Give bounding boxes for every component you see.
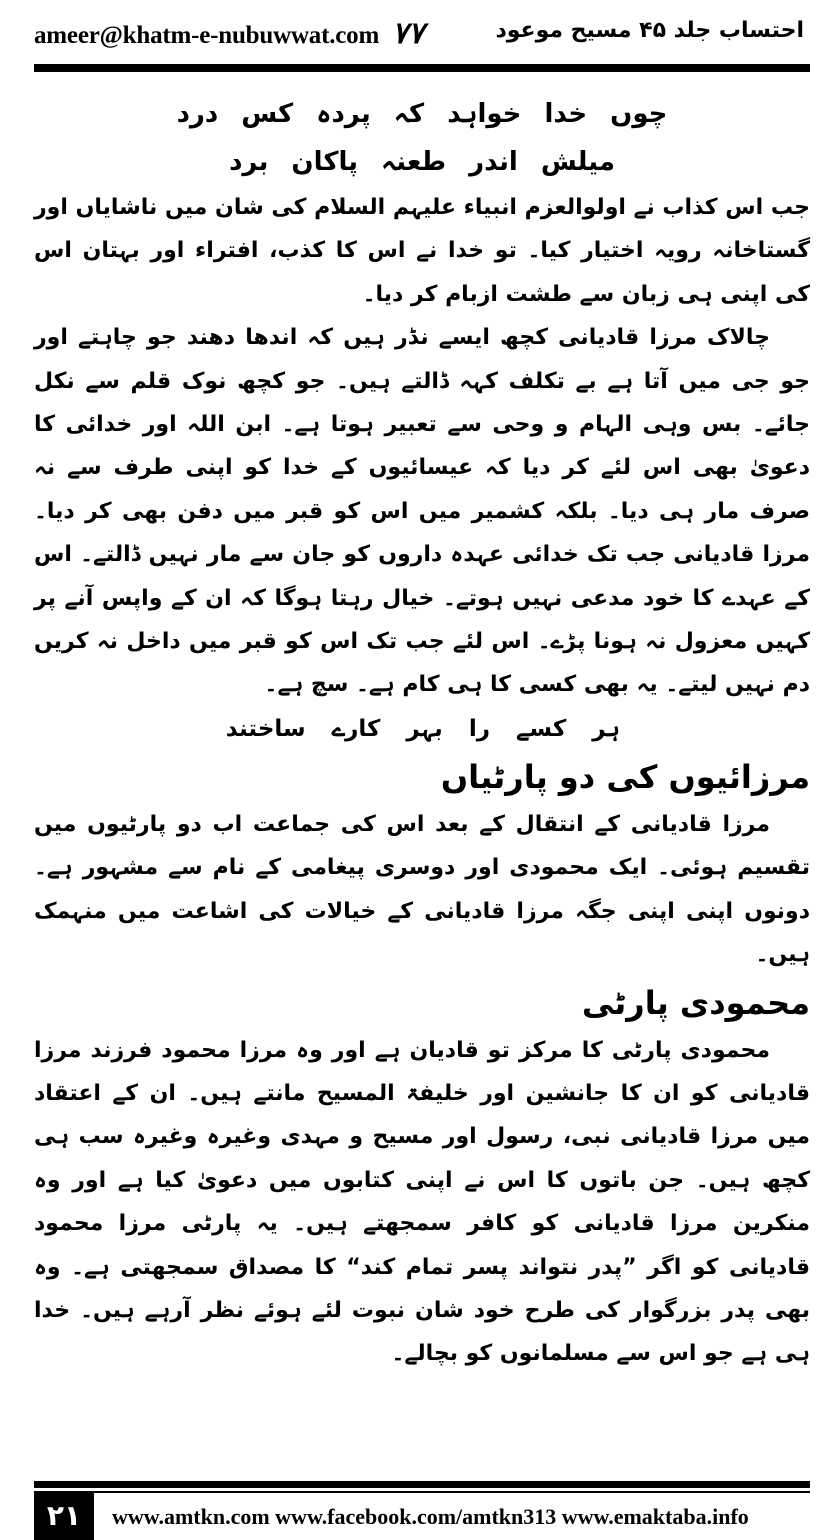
couplet [34, 90, 810, 186]
section-heading-two-parties: مرزائیوں کی دو پارٹیاں [440, 757, 810, 796]
paragraph-2: چالاک مرزا قادیانی کچھ ایسے نڈر ہیں کہ اندھا دھند جو چاہتے اور جو جی میں آتا ہے بے تکلف کہہ ڈالتے ہیں۔ جو کچھ نوک قلم سے نکل جائے۔ بس وہی الہام و وحی سے تعبیر ہوتا ہے۔ ابن اللہ اور خدائی کا دعویٰ بھی اس لئے کر دیا کہ عیسائیوں کے خدا کو اپنی طرف سے نہ صرف مار ہی دیا۔ بلکہ کشمیر میں اس کو قبر میں دفن بھی کر دیا۔ مرزا قادیانی جب تک خدائی عہدہ داروں کو جان سے مار نہیں ڈالتے۔ اس کے عہدے کا خود مدعی نہیں ہوتے۔ خیال رہتا ہوگا کہ ان کے واپس آنے پر کہیں معزول نہ ہونا پڑے۔ اس لئے جب تک اس کو قبر میں داخل نہ کریں دم نہیں لیتے۔ یہ بھی کسی کا ہی کام ہے۔ سچ ہے۔ [34, 325, 810, 698]
footer-page-number: ٢١ [34, 1493, 94, 1540]
page-body [34, 90, 810, 1376]
header-page-number: ٧٧ [392, 16, 425, 51]
header-email: ameer@khatm-e-nubuwwat.com [34, 22, 380, 49]
header-rule [34, 64, 810, 72]
footer-rule-thin [34, 1491, 810, 1493]
footer-rule-thick [34, 1481, 810, 1488]
page-header [0, 0, 840, 66]
paragraph-3: مرزا قادیانی کے انتقال کے بعد اس کی جماعت اب دو پارٹیوں میں تقسیم ہوئی۔ ایک محمودی اور دوسری پیغامی کے نام سے مشہور ہے۔ دونوں اپنی اپنی جگہ مرزا قادیانی کے خیالات کی اشاعت میں منہمک ہیں۔ [34, 811, 810, 968]
paragraph-1: جب اس کذاب نے اولوالعزم انبیاء علیہم السلام کی شان میں ناشایاں اور گستاخانہ رویہ اختیار کیا۔ تو خدا نے اس کا کذب، افتراء اور بہتان اس کی اپنی ہی زبان سے طشت ازبام کر دیا۔ [34, 195, 810, 307]
paragraph-4: محمودی پارٹی کا مرکز تو قادیان ہے اور وہ مرزا محمود فرزند مرزا قادیانی کو ان کا جانشین اور خلیفۃ المسیح مانتے ہیں۔ ان کے اعتقاد میں مرزا قادیانی نبی، رسول اور مسیح و مہدی وغیرہ وغیرہ سب ہی کچھ ہیں۔ جن باتوں کا اس نے اپنی کتابوں میں دعویٰ کیا ہے اور وہ منکرین مرزا قادیانی کو کافر سمجھتے ہیں۔ یہ پارٹی مرزا محمود قادیانی کو اگر ”پدر نتواند پسر تمام کند“ کا مصداق سمجھتی ہے۔ وہ بھی پدر بزرگوار کی طرح خود شان نبوت لئے ہوئے نظر آرہے ہیں۔ خدا ہی ہے جو اس سے مسلمانوں کو بچالے۔ [34, 1037, 810, 1367]
couplet-line-1: چوں خدا خواہد کہ پردہ کس درد [176, 99, 668, 129]
header-book-title: احتساب جلد ۴۵ مسیح موعود [495, 18, 804, 43]
couplet-line-2: میلش اندر طعنہ پاکان برد [229, 147, 615, 177]
section-heading-mahmoodi-party: محمودی پارٹی [581, 983, 810, 1022]
footer-links: www.amtkn.com www.facebook.com/amtkn313 www.emaktaba.info [112, 1504, 749, 1529]
verse-line: ہر کسے را بہر کارے ساختند [225, 715, 620, 742]
